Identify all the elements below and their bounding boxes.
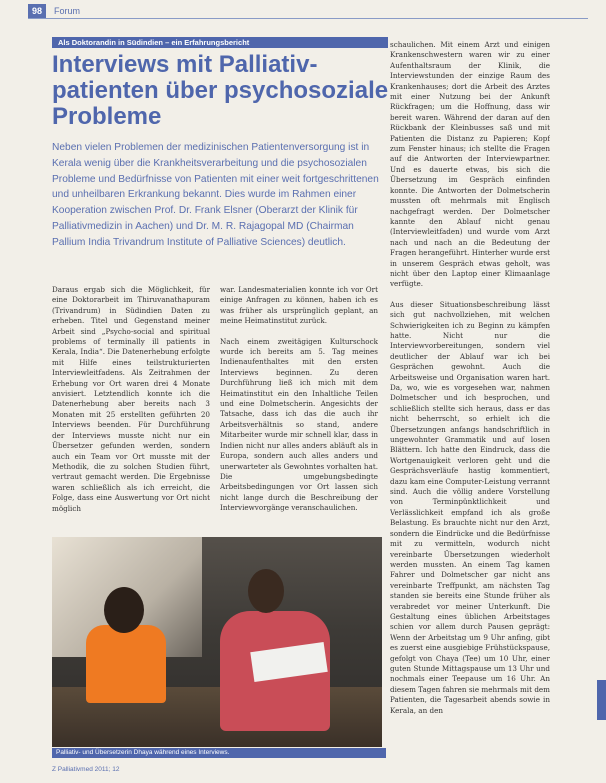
paragraph: schaulichen. Mit einem Arzt und einigen Krankenschwestern waren wir zu einer Aufenthaltsraum der Klinik, die Interviewstunden der einzige Raum des Krankenhauses; dort die Arbeit des Arztes mit einer Nutzung bei der Ankunft Rückfragen; um die Hoffnung, dass wir bereit waren. Während der daran auf den Rückbank der Kleinbusses saß und mit Patienten die Distanz zu Papieren; Kopf zum Fenster hinaus; ich stellte die Fragen auf die Antworten der Interviewpartner. Und es dauerte etwas, bis sich die Übersetzung im Gespräch einfinden konnte. Die Antworten der Dolmetscherin mussten oft mehrmals mit Englisch nachgefragt werden. Der Dolmetscher kannte den Ablauf nicht genau (Interviewleitfaden) und wurde vom Arzt nach und nach an die Bedeutung der Fragen herangeführt. Hinterher wurde erst in unserem Gespräch etwas geholt, was nicht über den Laptop einer Klimaanlage verfügte. (390, 40, 550, 289)
article-headline: Interviews mit Palliativ- patienten über psychosoziale Probleme (52, 51, 389, 130)
patient-head (104, 587, 144, 633)
body-column-3 (390, 40, 550, 760)
paragraph: war. Landesmaterialien konnte ich vor Ort einige Anfragen zu können, haben ich es was früher als ursprünglich geplant, an meine Heimatinstitut zurück. (220, 285, 378, 326)
photo-caption: Palliativ- und Übersetzerin Dhaya während eines Interviews. (52, 748, 386, 758)
interviewer-head (248, 569, 284, 613)
interview-photo (52, 537, 382, 747)
page-number: 98 (28, 4, 46, 18)
page-footer: Z Palliativmed 2011; 12 (52, 766, 120, 773)
side-tab-marker (597, 680, 606, 720)
article-lead: Neben vielen Problemen der medizinischen Patientenversorgung ist in Kerala wenig über die Krankheitsverarbeitung und die psychosozialen Probleme und Bedürfnisse von Patienten mit einer weit fortgeschrittenen und unheilbaren Erkrankung bekannt. Dies wurde im Rahmen einer Kooperation zwischen Prof. Dr. Frank Elsner (Oberarzt der Klinik für Palliativmedizin in Aachen) und Dr. M. R. Rajagopal MD (Chairman Pallium India Trivandrum Institute of Palliative Sciences) deutlich. (52, 142, 379, 248)
paragraph: Aus dieser Situationsbeschreibung lässt sich gut nachvollziehen, mit welchen Schwierigkeiten ich zu Beginn zu kämpfen hatte. Nicht nur die Interviewvorbereitungen, sondern viel deutlicher der Ablauf war ich bei Gesprächen gewohnt. Auch die Arbeitsweise und Organisation waren hart. Da, wo, wie es vorgesehen war, nahmen Dolmetscher und ich besprochen, und schließlich stellte sich heraus, dass er das nicht beherrscht, so erhielt ich die Übersetzungen anfangs handschriftlich in ungewohnter Grammatik und auf losen Blättern. Ich hatte den Eindruck, dass die Wortgenauigkeit verloren geht und die Gesprächsverläufe hastig kommentiert, dazu kam eine Computer-Leistung verrannt sind. Auch die völlig andere Vorstellung von Terminpünktlichkeit und Verlässlichkeit empfand ich als große Belastung. Es brauchte nicht nur den Arzt, sondern die Eindrücke und die Bedürfnisse mit zu vermitteln, wodurch nicht vereinbarte Übersetzungen wiederholt werden mussten. An einem Tag kamen Fahrer und Dolmetscher gar nicht ans vereinbarte Treffpunkt, am nächsten Tag standen sie bereits eine Stunde früher als verabredet vor meiner Unterkunft. Die Gestaltung eines üblichen Arbeitstages schien vor allem durch Pausen geprägt: Wenn der Arbeitstag um 9 Uhr anfing, gibt es zuerst eine ausgiebige Frühstückspause, gefolgt von Chaya (Tee) um 10 Uhr, einer guten Stunde Mittagspause um 13 Uhr und nochmals einer Teepause um 16 Uhr. An diesem Tagen fahren sie mehrmals mit dem Patienten, die Tagesarbeit abends sowie in Kerala, an den (390, 299, 550, 715)
kicker-banner: Als Doktorandin in Südindien – ein Erfahrungsbericht (52, 37, 388, 48)
running-header (28, 4, 588, 19)
paragraph: Nach einem zweitägigen Kulturschock wurde ich bereits am 5. Tag meines Indienaufenthaltes mit den ersten Interviews beginnen. Zu deren Durchführung ließ ich mich mit dem Heimatinstitut ein den Inhaltliche Teilen und eine Dolmetscherin. Angesichts der Tatsache, dass ich das die auch ihr Arbeitsverhältnis so stand, andere Mitarbeiter wurde mir schnell klar, dass in Indien nicht nur alles anders abläuft als in Europa, sondern auch alles anders und unerwarteter als Gewohntes vorhalten hat. Die umgebungsbedingte Arbeitsbedingungen vor Ort lassen sich nicht lange durch die Beschreibung der Interviewvorgänge veranschaulichen. (220, 336, 378, 513)
patient-figure (86, 625, 166, 703)
body-column-2 (220, 285, 378, 530)
section-label: Forum (54, 6, 81, 16)
body-column-1 (52, 285, 210, 530)
paragraph: Daraus ergab sich die Möglichkeit, für eine Doktorarbeit im Thiruvanathapuram (Trivandrum) in Südindien Daten zu erheben. Titel und Gegenstand meiner Arbeit sind „Psycho-social and spiritual problems of terminally ill patients in Kerala, India“. Die Datenerhebung erfolgte mit Hilfe eines teilstrukturierten Interviewleitfadens. Als Zeitrahmen der Erhebung vor Ort waren drei 4 Monate anvisiert. Letztendlich konnte ich die Datenerhebung aber bereits nach 3 Monaten mit 25 erstellten geführten 20 Interviews beenden. Für Durchführung der Interviews musste nicht nur ein Übersetzer gefunden werden, sondern auch ein Team vor Ort musste mit der Methodik, die zu solchen Studien führt, vertraut gemacht werden. Die Ergebnisse waren schließlich als ich erreicht, die Folge, dass eine Auswertung vor Ort nicht möglich (52, 285, 210, 513)
